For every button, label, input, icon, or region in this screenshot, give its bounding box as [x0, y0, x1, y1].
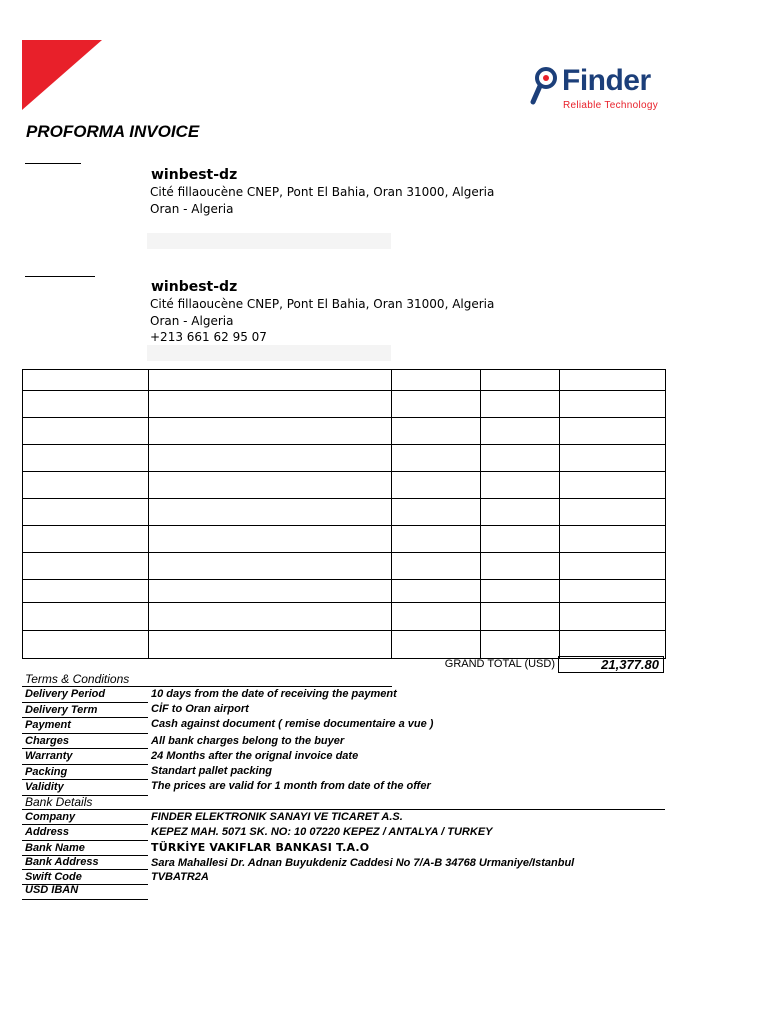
bill-to-address: Cité fillaoucène CNEP, Pont El Bahia, Oran 31000, Algeria	[150, 185, 495, 199]
table-cell	[560, 445, 666, 472]
terms-label-delivery-period: Delivery Period	[25, 688, 106, 700]
table-cell	[23, 418, 149, 445]
table-cell	[560, 370, 666, 391]
table-row	[23, 472, 666, 499]
terms-value-validity: The prices are valid for 1 month from date of the offer	[151, 780, 431, 792]
bank-label-usd-iban: USD IBAN	[25, 884, 79, 896]
table-cell	[149, 499, 392, 526]
ship-to-address: Cité fillaoucène CNEP, Pont El Bahia, Oran 31000, Algeria	[150, 297, 495, 311]
table-cell	[149, 603, 392, 631]
table-cell	[392, 553, 481, 580]
bank-value-bank-name: TÜRKİYE VAKIFLAR BANKASI T.A.O	[151, 841, 370, 854]
table-cell	[23, 391, 149, 418]
bank-value-address: KEPEZ MAH. 5071 SK. NO: 10 07220 KEPEZ / ANTALYA / TURKEY	[151, 826, 493, 838]
table-cell	[392, 370, 481, 391]
bank-label-company: Company	[25, 811, 76, 823]
divider	[22, 733, 148, 734]
table-cell	[560, 526, 666, 553]
bank-label-bank-name: Bank Name	[25, 842, 85, 854]
table-cell	[481, 499, 560, 526]
grand-total-label: GRAND TOTAL (USD)	[444, 658, 555, 670]
divider	[22, 869, 148, 870]
table-row	[23, 418, 666, 445]
table-row	[23, 499, 666, 526]
bank-details-heading: Bank Details	[25, 795, 93, 809]
table-cell	[560, 472, 666, 499]
table-cell	[392, 603, 481, 631]
table-cell	[23, 631, 149, 659]
table-cell	[392, 472, 481, 499]
grand-total-value: 21,377.80	[558, 656, 664, 673]
terms-heading-underline	[22, 686, 392, 687]
terms-label-charges: Charges	[25, 735, 70, 747]
table-cell	[560, 418, 666, 445]
divider	[22, 779, 148, 780]
table-row	[23, 603, 666, 631]
red-corner-decoration	[22, 40, 102, 110]
magnifier-icon	[530, 66, 560, 108]
items-table	[22, 369, 666, 659]
table-cell	[149, 391, 392, 418]
table-row	[23, 580, 666, 603]
ship-to-name: winbest-dz	[151, 279, 238, 295]
table-cell	[481, 526, 560, 553]
terms-value-delivery-period: 10 days from the date of receiving the payment	[151, 688, 397, 700]
table-row	[23, 445, 666, 472]
table-cell	[149, 553, 392, 580]
terms-value-packing: Standart pallet packing	[151, 765, 273, 777]
table-cell	[560, 553, 666, 580]
table-cell	[392, 418, 481, 445]
divider	[22, 748, 148, 749]
bank-label-bank-address: Bank Address	[25, 856, 99, 868]
bill-to-shaded-field	[147, 233, 391, 249]
table-cell	[481, 445, 560, 472]
table-cell	[149, 472, 392, 499]
table-cell	[23, 445, 149, 472]
divider	[22, 824, 148, 825]
terms-value-warranty: 24 Months after the orignal invoice date	[151, 750, 359, 762]
table-cell	[481, 580, 560, 603]
table-cell	[560, 499, 666, 526]
terms-value-delivery-term: CİF to Oran airport	[151, 703, 249, 715]
finder-logo	[530, 66, 670, 116]
terms-label-warranty: Warranty	[25, 750, 73, 762]
table-cell	[149, 418, 392, 445]
divider	[22, 702, 148, 703]
table-cell	[560, 603, 666, 631]
terms-label-payment: Payment	[25, 719, 71, 731]
ship-to-shaded-field	[147, 345, 391, 361]
terms-label-delivery-term: Delivery Term	[25, 704, 98, 716]
ship-to-phone: +213 661 62 95 07	[150, 330, 267, 344]
table-cell	[392, 445, 481, 472]
table-cell	[481, 391, 560, 418]
table-cell	[149, 445, 392, 472]
terms-label-validity: Validity	[25, 781, 64, 793]
table-row	[23, 391, 666, 418]
divider	[22, 840, 148, 841]
bill-to-name: winbest-dz	[151, 167, 238, 183]
terms-value-payment: Cash against document ( remise documentaire a vue )	[151, 718, 434, 730]
table-cell	[560, 391, 666, 418]
table-row	[23, 526, 666, 553]
table-cell	[560, 631, 666, 659]
divider	[22, 899, 148, 900]
table-cell	[23, 553, 149, 580]
table-header-row	[23, 370, 666, 391]
ship-to-city: Oran - Algeria	[150, 314, 234, 328]
table-cell	[392, 391, 481, 418]
table-cell	[560, 580, 666, 603]
table-cell	[23, 526, 149, 553]
divider	[22, 717, 148, 718]
divider	[22, 764, 148, 765]
table-cell	[481, 418, 560, 445]
bank-value-company: FINDER ELEKTRONIK SANAYI VE TICARET A.S.	[151, 811, 403, 823]
logo-tagline: Reliable Technology	[563, 100, 659, 111]
terms-heading: Terms & Conditions	[25, 672, 130, 686]
bank-label-address: Address	[25, 826, 70, 838]
table-cell	[23, 370, 149, 391]
bank-label-swift-code: Swift Code	[25, 871, 82, 883]
bill-to-city: Oran - Algeria	[150, 202, 234, 216]
table-cell	[23, 580, 149, 603]
bank-heading-underline	[22, 809, 665, 810]
table-cell	[392, 580, 481, 603]
bill-to-underline	[25, 163, 81, 164]
table-cell	[149, 631, 392, 659]
bank-value-swift-code: TVBATR2A	[151, 871, 209, 883]
table-cell	[392, 526, 481, 553]
table-row	[23, 631, 666, 659]
table-cell	[481, 603, 560, 631]
terms-label-packing: Packing	[25, 766, 68, 778]
page-title: PROFORMA INVOICE	[26, 122, 200, 141]
table-cell	[149, 526, 392, 553]
table-cell	[481, 472, 560, 499]
table-cell	[149, 580, 392, 603]
logo-wordmark: Finder	[562, 64, 651, 97]
table-row	[23, 553, 666, 580]
table-cell	[481, 553, 560, 580]
table-cell	[481, 631, 560, 659]
table-cell	[23, 603, 149, 631]
bank-value-bank-address: Sara Mahallesi Dr. Adnan Buyukdeniz Caddesi No 7/A-B 34768 Urmaniye/Istanbul	[151, 857, 575, 869]
table-cell	[392, 499, 481, 526]
table-cell	[392, 631, 481, 659]
table-cell	[481, 370, 560, 391]
ship-to-underline	[25, 276, 95, 277]
terms-value-charges: All bank charges belong to the buyer	[151, 735, 345, 747]
table-cell	[149, 370, 392, 391]
table-cell	[23, 472, 149, 499]
table-cell	[23, 499, 149, 526]
